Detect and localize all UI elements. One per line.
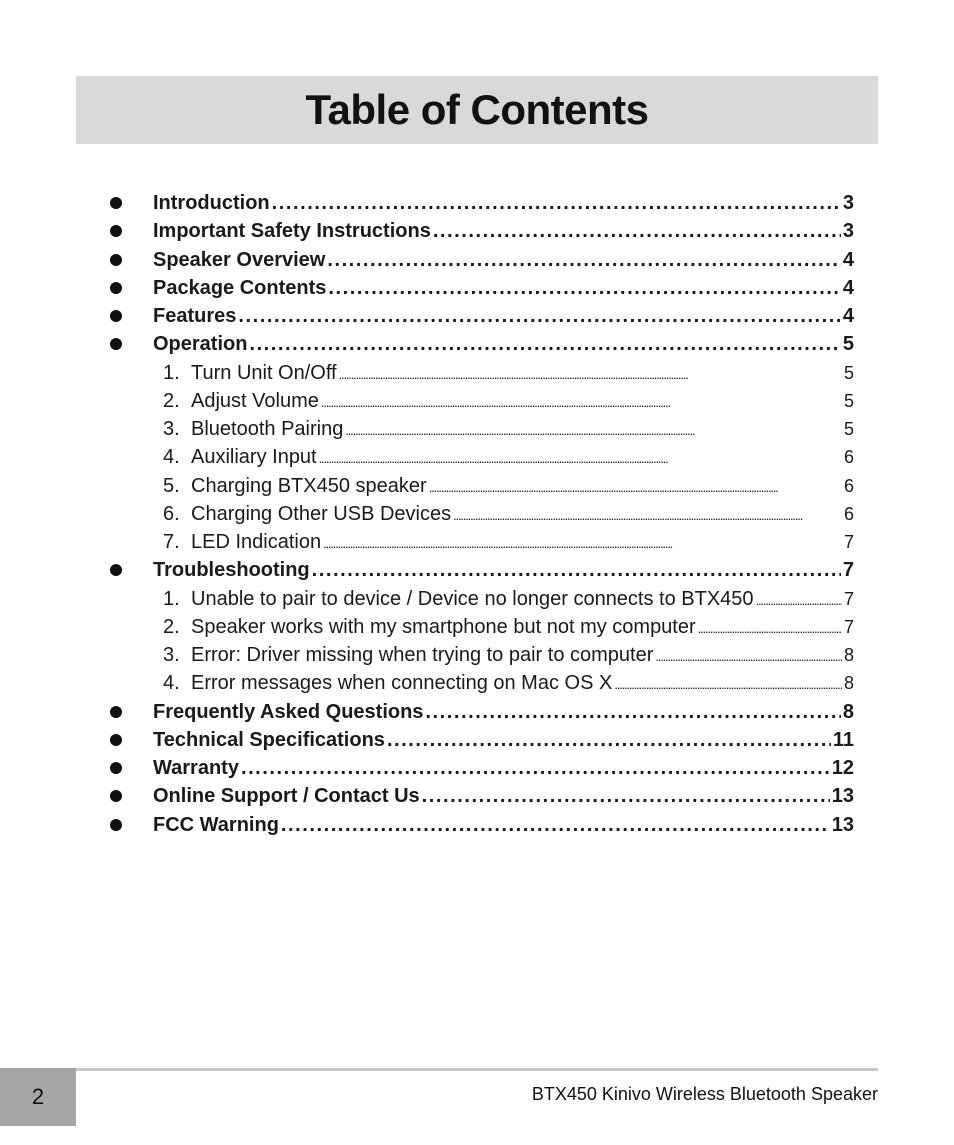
page-title: Table of Contents — [305, 86, 649, 133]
dot-leader — [422, 782, 830, 810]
toc-item-number: 2. — [163, 615, 180, 638]
toc-line — [163, 585, 854, 613]
toc-label: Auxiliary Input — [191, 446, 317, 469]
dot-leader — [328, 274, 840, 302]
bullet-icon — [110, 338, 122, 350]
dot-leader — [272, 189, 841, 217]
toc-item-number: 4. — [163, 672, 180, 695]
toc-line — [163, 472, 854, 500]
toc-item-number: 5. — [163, 474, 180, 497]
toc-label: Troubleshooting — [153, 559, 310, 582]
toc-line — [153, 698, 854, 726]
toc-line — [153, 811, 854, 839]
toc-subentry — [0, 641, 954, 669]
toc-label: LED Indication — [191, 531, 322, 553]
bullet-icon — [110, 282, 122, 294]
toc-item-number: 6. — [163, 502, 180, 525]
toc-item-number: 7. — [163, 531, 180, 553]
footer-divider — [76, 1068, 878, 1071]
toc-page-number: 13 — [831, 813, 854, 836]
toc-entry — [0, 302, 954, 330]
toc-line — [163, 528, 854, 556]
toc-entry — [0, 698, 954, 726]
toc-subentry — [0, 613, 954, 641]
page-number-box — [0, 1068, 76, 1126]
toc-subentry — [0, 472, 954, 500]
toc-label: Adjust Volume — [191, 389, 319, 412]
page-number: 2 — [31, 1084, 45, 1109]
dot-leader — [238, 302, 841, 330]
toc-subentry — [0, 443, 954, 471]
toc-entry — [0, 782, 954, 810]
toc-page-number: 6 — [843, 503, 854, 524]
toc-label: Charging BTX450 speaker — [191, 474, 427, 497]
toc-page-number: 8 — [843, 645, 854, 665]
toc-page-number: 7 — [843, 616, 854, 637]
toc-entry — [0, 274, 954, 302]
toc-page-number: 5 — [842, 333, 854, 356]
toc-entry — [0, 754, 954, 782]
toc-line — [163, 500, 854, 528]
toc-entry — [0, 189, 954, 217]
bullet-icon — [110, 706, 122, 718]
toc-label: Important Safety Instructions — [153, 220, 431, 243]
bullet-icon — [110, 762, 122, 774]
toc-line — [163, 387, 854, 415]
title-band — [76, 76, 878, 144]
dot-leader — [425, 698, 840, 726]
toc-line — [153, 217, 854, 245]
toc-entry — [0, 726, 954, 754]
toc-label: Introduction — [153, 192, 270, 214]
toc-line — [163, 415, 854, 443]
toc-label: Speaker works with my smartphone but not my computer — [191, 615, 696, 638]
toc-page-number: 7 — [843, 588, 854, 609]
toc-subentry — [0, 669, 954, 697]
toc-line — [163, 613, 854, 641]
toc-subentry — [0, 387, 954, 415]
dot-leader — [323, 528, 842, 556]
bullet-icon — [110, 197, 122, 209]
toc-label: Frequently Asked Questions — [153, 700, 424, 723]
bullet-icon — [110, 819, 122, 831]
toc-line — [153, 754, 854, 782]
toc-item-number: 1. — [163, 361, 180, 384]
toc-label: Turn Unit On/Off — [191, 361, 337, 384]
bullet-icon — [110, 734, 122, 746]
dot-leader — [241, 754, 830, 782]
toc-entry — [0, 217, 954, 245]
toc-label: FCC Warning — [153, 813, 279, 836]
dot-leader — [655, 641, 842, 669]
toc-page-number: 3 — [842, 192, 854, 214]
toc-page-number: 4 — [842, 276, 854, 299]
bullet-icon — [110, 310, 122, 322]
toc-subentry — [0, 415, 954, 443]
toc-page-number: 6 — [843, 475, 854, 496]
toc-label: Technical Specifications — [153, 728, 385, 751]
dot-leader — [387, 726, 831, 754]
toc-page-number: 7 — [843, 532, 854, 552]
toc-page-number: 4 — [842, 305, 854, 327]
toc-label: Bluetooth Pairing — [191, 418, 344, 440]
toc-item-number: 1. — [163, 587, 180, 610]
dot-leader — [319, 443, 842, 471]
dot-leader — [281, 811, 830, 839]
toc-entry — [0, 330, 954, 358]
toc-line — [163, 641, 854, 669]
toc-line — [163, 359, 854, 387]
toc-page-number: 4 — [842, 248, 854, 271]
dot-leader — [339, 359, 842, 387]
toc-page-number: 5 — [843, 362, 854, 383]
toc-entry — [0, 246, 954, 274]
toc-page-number: 5 — [843, 390, 854, 411]
toc-entry — [0, 811, 954, 839]
bullet-icon — [110, 790, 122, 802]
toc-page-number: 6 — [843, 447, 854, 468]
toc-line — [153, 274, 854, 302]
dot-leader — [327, 246, 841, 274]
bullet-icon — [110, 225, 122, 237]
bullet-icon — [110, 254, 122, 266]
dot-leader — [345, 415, 842, 443]
toc-entry — [0, 556, 954, 584]
toc-subentry — [0, 359, 954, 387]
toc-page-number: 7 — [842, 559, 854, 582]
dot-leader — [433, 217, 841, 245]
dot-leader — [321, 387, 842, 415]
toc-label: Package Contents — [153, 276, 327, 299]
toc-label: Unable to pair to device / Device no longer connects to BTX450 — [191, 587, 754, 610]
dot-leader — [429, 472, 842, 500]
toc-page-number: 3 — [842, 220, 854, 243]
toc-label: Operation — [153, 333, 248, 356]
toc-line — [163, 443, 854, 471]
toc-page-number: 13 — [831, 785, 854, 808]
toc-line — [153, 189, 854, 217]
toc-page-number: 12 — [831, 757, 854, 779]
toc-page-number: 5 — [843, 419, 854, 439]
dot-leader — [312, 556, 841, 584]
toc-page-number: 11 — [832, 728, 854, 751]
toc-line — [163, 669, 854, 697]
toc-line — [153, 726, 854, 754]
toc-item-number: 4. — [163, 446, 180, 469]
toc-subentry — [0, 500, 954, 528]
dot-leader — [756, 585, 842, 613]
toc-label: Warranty — [153, 757, 239, 779]
toc-line — [153, 556, 854, 584]
toc-line — [153, 330, 854, 358]
bullet-icon — [110, 564, 122, 576]
dot-leader — [453, 500, 842, 528]
toc-line — [153, 782, 854, 810]
dot-leader — [698, 613, 842, 641]
toc-page-number: 8 — [843, 673, 854, 694]
toc-item-number: 3. — [163, 644, 180, 666]
toc-label: Online Support / Contact Us — [153, 785, 420, 808]
footer-product-name: BTX450 Kinivo Wireless Bluetooth Speaker — [531, 1084, 878, 1104]
toc-line — [153, 302, 854, 330]
toc-label: Speaker Overview — [153, 248, 326, 271]
toc-subentry — [0, 528, 954, 556]
toc-label: Error messages when connecting on Mac OS X — [191, 672, 613, 695]
dot-leader — [614, 669, 842, 697]
toc-item-number: 3. — [163, 418, 180, 440]
toc-label: Error: Driver missing when trying to pair to computer — [191, 644, 654, 666]
toc-label: Charging Other USB Devices — [191, 502, 452, 525]
toc-line — [153, 246, 854, 274]
toc-subentry — [0, 585, 954, 613]
toc-page-number: 8 — [842, 700, 854, 723]
toc-label: Features — [153, 305, 237, 327]
dot-leader — [249, 330, 840, 358]
toc-item-number: 2. — [163, 389, 180, 412]
